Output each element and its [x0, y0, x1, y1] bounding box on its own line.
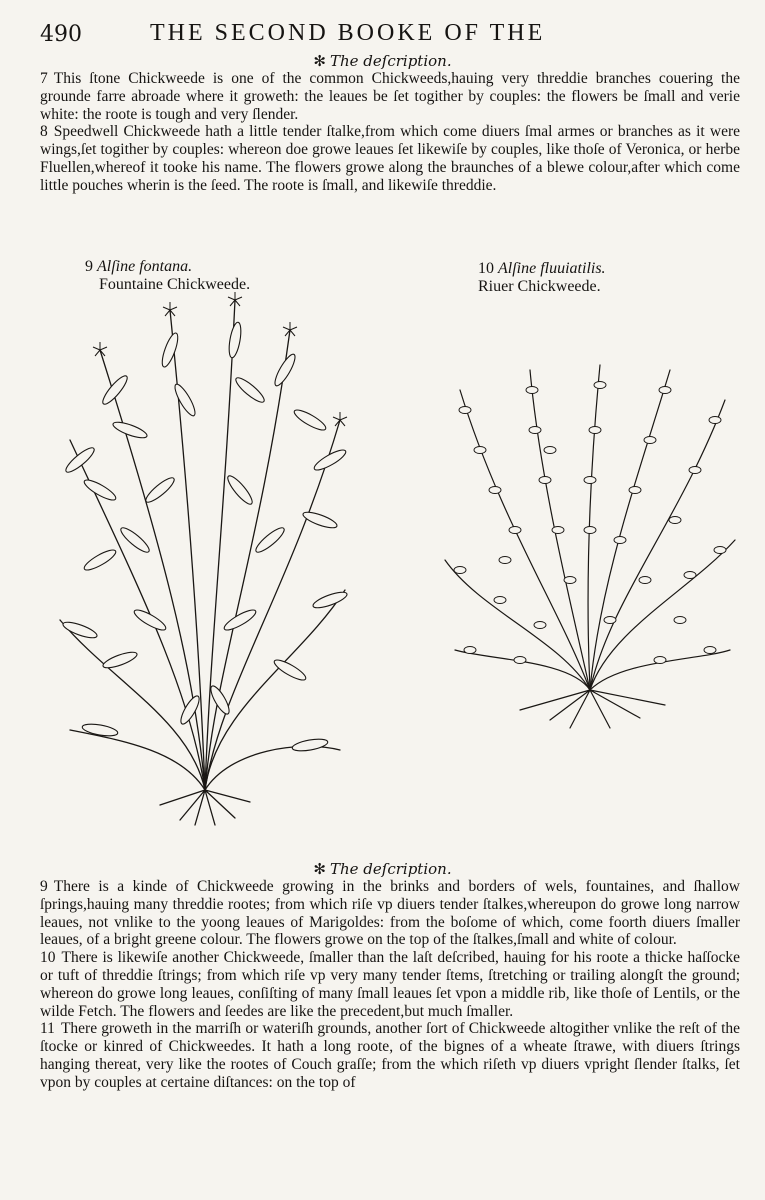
- page-number: 490: [40, 22, 82, 47]
- bottom-description: [40, 878, 740, 1092]
- rubric-text: The deſcription.: [329, 52, 452, 70]
- paragraph-7: [40, 70, 740, 123]
- paragraph-text: Speedwell Chickweede hath a little tender ſtalke,from which come diuers ſmal armes or branches as it were wings,ſet togither by couples: whereon doe growe leaues ſet likewiſe by couples, like thoſe of Veronica, or herbe Fluellen,whereof it tooke his name. The flowers growe along the braunches of a blewe colour,after which come little pouches wherin is the ſeed. The roote is ſmall, and likewiſe threddie.: [40, 123, 740, 194]
- english-name: Riuer Chickweede.: [478, 278, 601, 295]
- paragraph-number: 10: [40, 949, 56, 967]
- asterism-icon: ✻: [313, 860, 326, 878]
- paragraph-text: This ſtone Chickweede is one of the common Chickweeds,hauing very threddie branches couering the grounde farre abroade where it groweth: the leaues be ſet togither by couples: the flowers be ſmall and verie white: the roote is tough and very ſlender.: [40, 70, 740, 123]
- latin-name: Alſine fluuiatilis.: [498, 260, 606, 277]
- latin-name: Alſine fontana.: [97, 258, 193, 275]
- rubric-text: The deſcription.: [329, 860, 452, 878]
- paragraph-11: [40, 1020, 740, 1091]
- figure-number: 10: [478, 260, 494, 277]
- description-rubric-top: [0, 52, 765, 70]
- paragraph-number: 7: [40, 70, 48, 87]
- figure-caption-right: [478, 260, 606, 296]
- asterism-icon: ✻: [313, 52, 326, 70]
- paragraph-10: [40, 949, 740, 1020]
- fountain-chickweed-woodcut: [40, 290, 360, 830]
- top-description: [40, 70, 740, 195]
- paragraph-text: There is a kinde of Chickweede growing in the brinks and borders of wels, fountaines, and ſhallow ſprings,hauing many threddie rootes; from which riſe vp diuers tender ſtalkes,whereupon do growe long narrow leaues, not vnlike to the yoong leaues of Marigoldes: from the boſome of which, come foorth diuers ſmaller leaues, of a bright greene colour. The flowers growe on the top of the ſtalkes,ſmall and white of colour.: [40, 878, 740, 949]
- paragraph-number: 9: [40, 878, 48, 895]
- paragraph-number: 11: [40, 1020, 55, 1038]
- page-header: [0, 20, 765, 54]
- running-title: THE SECOND BOOKE OF THE: [150, 20, 546, 46]
- figure-number: 9: [85, 258, 93, 275]
- paragraph-9: [40, 878, 740, 949]
- paragraph-8: [40, 123, 740, 194]
- english-name: Fountaine Chickweede.: [99, 276, 251, 293]
- river-chickweed-woodcut: [440, 360, 740, 740]
- paragraph-number: 8: [40, 123, 48, 141]
- paragraph-text: There is likewiſe another Chickweede, ſmaller than the laſt deſcribed, hauing for his roote a thicke haſſocke or tuft of threddie ſtrings; from which riſe vp very many tender ſtems, ſtretching or trailing alongſt the ground; whereon do growe long leaues, conſiſting of many ſmall leaues ſet vpon a middle rib, like thoſe of Lentils, or the wilde Fetch. The flowers and ſeedes are like the precedent,but much ſmaller.: [40, 949, 740, 1020]
- paragraph-text: There groweth in the marriſh or wateriſh grounds, another ſort of Chickweede altogither vnlike the reſt of the ſtocke or kinred of Chickweedes. It hath a long roote, of the bignes of a wheate ſtrawe, with diuers ſtrings hanging thereat, very like the rootes of Couch graſſe; from the which riſeth vp diuers vpright ſlender ſtalks, ſet vpon by couples at certaine diſtances: on the top of: [40, 1020, 740, 1091]
- description-rubric-bottom: [0, 860, 765, 878]
- figure-caption-left: [85, 258, 250, 294]
